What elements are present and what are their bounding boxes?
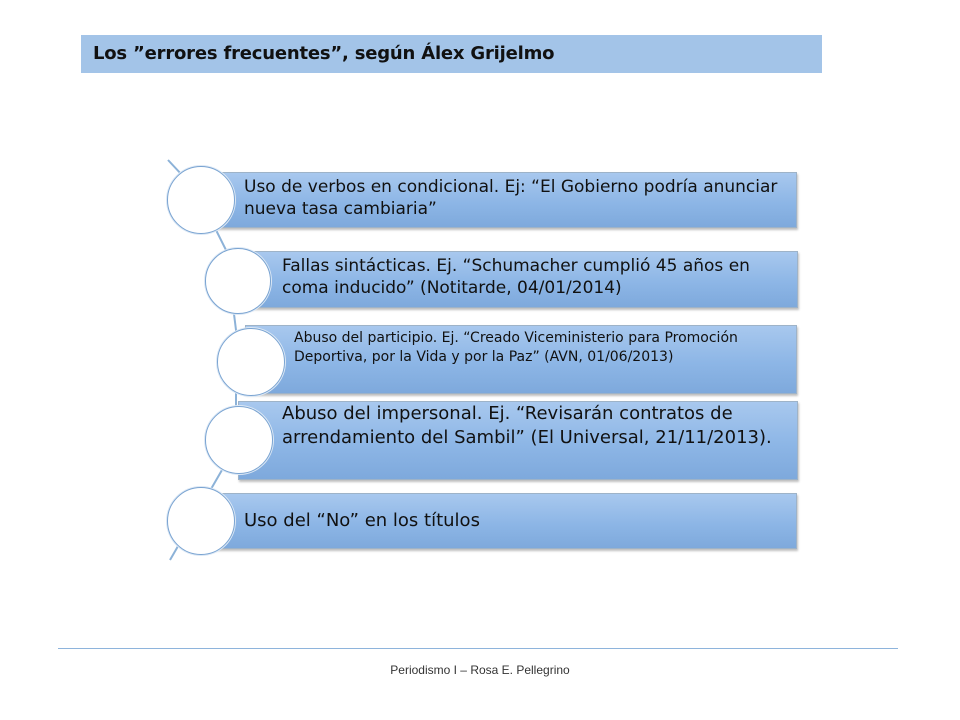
slide-title: Los ”errores frecuentes”, según Álex Grijelmo bbox=[93, 43, 555, 64]
list-bullet-circle bbox=[205, 406, 273, 474]
list-item bbox=[238, 401, 798, 480]
list-item-text: Abuso del impersonal. Ej. “Revisarán contratos de arrendamiento del Sambil” (El Universal, 21/11/2013). bbox=[282, 403, 772, 449]
list-item bbox=[200, 493, 797, 549]
list-item-text: Fallas sintácticas. Ej. “Schumacher cumplió 45 años en coma inducido” (Notitarde, 04/01/2014) bbox=[282, 256, 750, 298]
list-item bbox=[245, 325, 797, 394]
list-bullet-circle bbox=[167, 166, 235, 234]
list-item-text: Uso del “No” en los títulos bbox=[244, 510, 480, 531]
list-item bbox=[236, 251, 798, 308]
list-bullet-circle bbox=[205, 248, 271, 314]
list-item-text: Abuso del participio. Ej. “Creado Viceministerio para Promoción Deportiva, por la Vida y por la Paz” (AVN, 01/06/2013) bbox=[294, 330, 738, 365]
list-item-text: Uso de verbos en condicional. Ej: “El Gobierno podría anunciar nueva tasa cambiaria” bbox=[244, 177, 778, 219]
list-bullet-circle bbox=[217, 328, 285, 396]
footer-text: Periodismo I – Rosa E. Pellegrino bbox=[390, 663, 570, 677]
footer-divider bbox=[58, 648, 898, 649]
list-bullet-circle bbox=[167, 487, 235, 555]
list-item bbox=[200, 172, 797, 228]
